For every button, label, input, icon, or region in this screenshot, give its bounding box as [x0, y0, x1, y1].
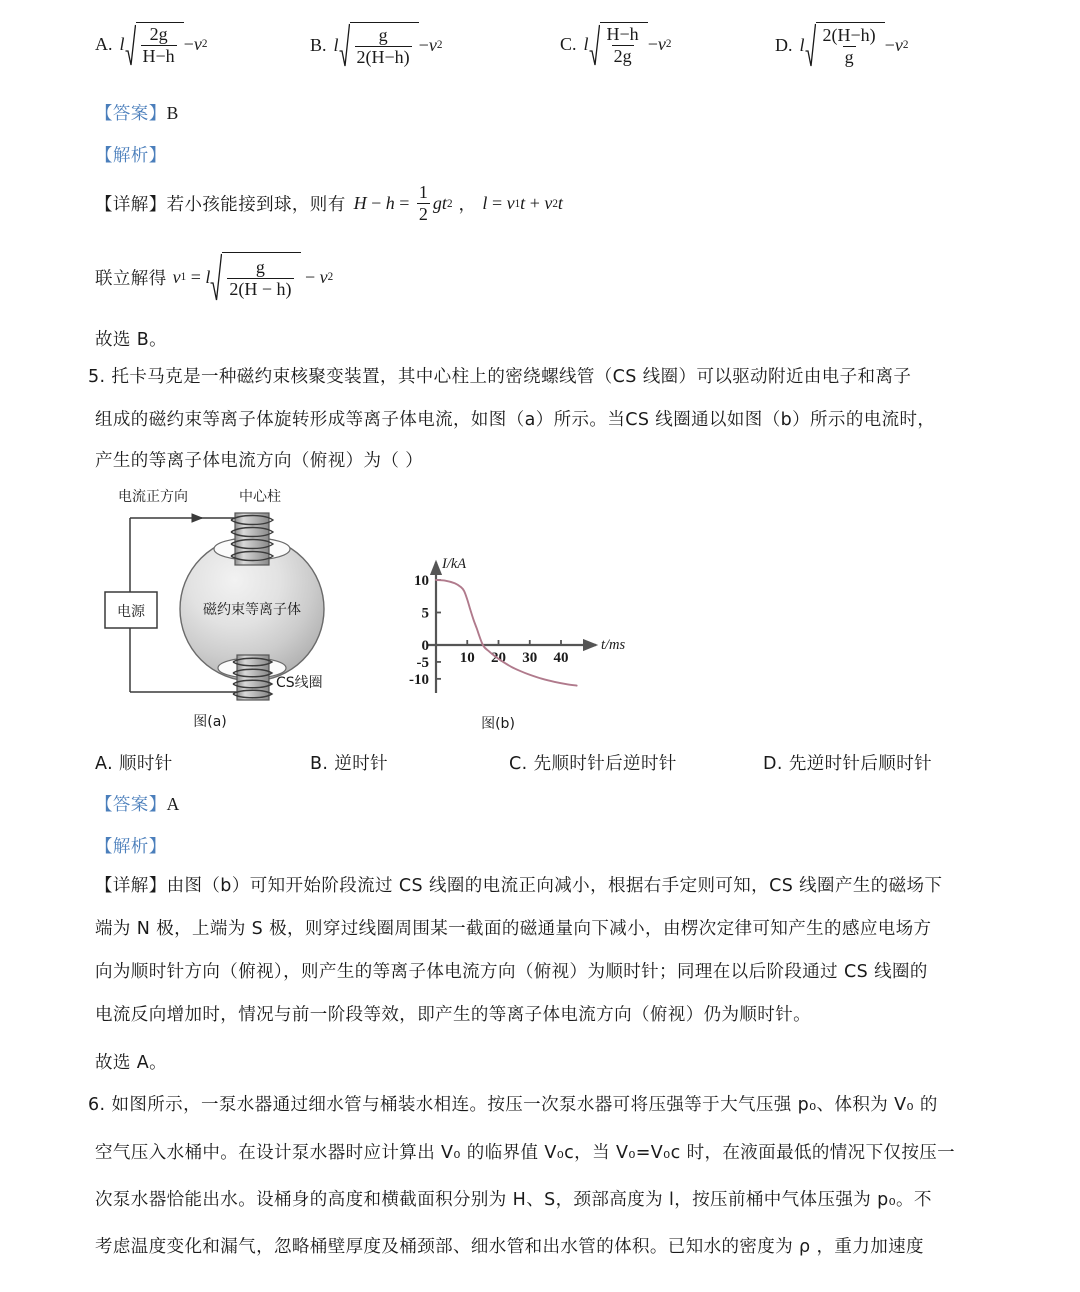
q5-option-b-label: B. — [310, 754, 329, 774]
q5-stem-line1 — [88, 369, 911, 387]
q5-detail-line2: 端为 N 极，上端为 S 极，则穿过线圈周围某一截面的磁通量向下减小，由楞次定律可知产生的感应电场方 — [95, 919, 932, 939]
chart-x-tick-label: 30 — [522, 650, 538, 666]
option-b-label: B. — [310, 34, 327, 55]
option-d-numerator: 2(H−h) — [822, 24, 876, 45]
answer-label: 【答案】 — [95, 104, 167, 124]
q4-answer-row — [95, 100, 179, 125]
q6-stem-line3: 次泵水器恰能出水。设桶身的高度和横截面积分别为 H、S，颈部高度为 l，按压前桶中气体压强为 p₀。不 — [95, 1190, 932, 1210]
option-a-label: A. — [95, 33, 113, 54]
cs-coil — [233, 655, 272, 700]
power-supply-label: 电源 — [117, 604, 145, 620]
q5-conclusion: 故选 A。 — [95, 1053, 168, 1073]
option-c[interactable] — [560, 22, 671, 67]
option-a-denominator: H−h — [142, 46, 175, 67]
cs-coil-label: CS线圈 — [276, 675, 323, 691]
detail-label: 【详解】 — [95, 195, 167, 216]
option-a-numerator: 2g — [149, 24, 168, 44]
q5-option-d-text: 先逆时针后顺时针 — [788, 754, 933, 774]
answer-value: B — [166, 103, 179, 123]
option-a[interactable] — [95, 22, 207, 67]
q4-conclusion: 故选 B。 — [95, 330, 168, 350]
option-c-denominator: 2g — [613, 46, 632, 67]
q5-option-c-text: 先顺时针后逆时针 — [533, 754, 677, 774]
q5-text-1: 托卡马克是一种磁约束核聚变装置，其中心柱上的密绕螺线管（CS 线圈）可以驱动附近由电子和离子 — [111, 367, 912, 387]
center-column-coil — [231, 513, 273, 565]
q4-equation-1: H − h = $\frac{1}{2}$ gt 2 — [353, 182, 453, 225]
option-d-denominator: g — [844, 47, 854, 67]
q6-number: 6. — [88, 1095, 106, 1115]
q5-stem-line2: 组成的磁约束等离子体旋转形成等离子体电流，如图（a）所示。当CS 线圈通以如图（b）所示的电流时， — [95, 410, 936, 430]
q5-stem-line3: 产生的等离子体电流方向（俯视）为（ ） — [95, 451, 424, 471]
equation-separator: ， — [458, 195, 477, 216]
chart-y-tick-label: 0 — [421, 638, 429, 654]
option-b-expression: l $\frac{g}{2(H-h)}$ − v 2 — [334, 22, 443, 68]
option-b-denominator: 2(H−h) — [356, 47, 410, 67]
q5-detail-line4: 电流反向增加时，情况与前一阶段等效，即产生的等离子体电流方向（俯视）仍为顺时针。 — [95, 1005, 811, 1025]
center-column-label: 中心柱 — [239, 489, 281, 505]
q5-option-a[interactable] — [95, 750, 173, 775]
chart-y-tick-label: 10 — [414, 573, 429, 589]
chart-x-tick-label: 40 — [553, 650, 569, 666]
q4-equation-3: v 1 = l $\frac{g}{2(H - h)}$ − v 2 — [173, 252, 334, 302]
plasma-label: 磁约束等离子体 — [203, 602, 301, 618]
chart-tick-group — [409, 573, 569, 688]
q5-detail-line3: 向为顺时针方向（俯视），则产生的等离子体电流方向（俯视）为顺时针；同理在以后阶段通过 CS 线圈的 — [95, 962, 928, 982]
q5-number: 5. — [88, 367, 106, 387]
figure-b-caption: 图(b) — [481, 716, 515, 732]
option-c-label: C. — [560, 33, 577, 54]
q4-detail-line1 — [95, 183, 563, 225]
q5-option-c-label: C. — [509, 754, 528, 774]
option-d[interactable] — [775, 22, 908, 68]
figure-b-current-chart — [398, 548, 633, 733]
line2-prefix: 联立解得 — [95, 268, 167, 289]
q4-equation-2: l = v 1 t + v 2 t — [482, 193, 563, 214]
option-d-label: D. — [775, 34, 793, 55]
option-c-expression: l $\frac{H-h}{2g}$ − v 2 — [583, 24, 672, 67]
chart-data-curve — [436, 580, 577, 686]
q5-option-a-label: A. — [95, 754, 114, 774]
q6-stem-line2: 空气压入水桶中。在设计泵水器时应计算出 V₀ 的临界值 V₀c，当 V₀=V₀c 时，在液面最低的情况下仅按压一 — [95, 1143, 956, 1163]
line2-denominator: 2(H − h) — [229, 279, 292, 299]
chart-x-tick-label: 20 — [491, 650, 506, 666]
q5-option-c[interactable] — [509, 750, 677, 775]
option-b-numerator: g — [378, 24, 388, 45]
q6-text-1: 如图所示，一泵水器通过细水管与桶装水相连。按压一次泵水器可将压强等于大气压强 p₀、体积为 V₀ 的 — [111, 1095, 938, 1115]
question4-options-row — [95, 14, 995, 74]
q5-option-a-text: 顺时针 — [119, 754, 173, 774]
option-d-expression: l $\frac{2(H-h)}{g}$ − v 2 — [800, 22, 909, 68]
current-direction-label: 电流正方向 — [118, 489, 188, 505]
q5-detail-line1 — [95, 878, 942, 896]
q5-option-d-label: D. — [763, 754, 783, 774]
q5-option-d[interactable] — [763, 750, 932, 775]
line2-numerator: g — [255, 256, 265, 277]
option-c-numerator: H−h — [606, 24, 639, 44]
q5-option-b[interactable] — [310, 750, 388, 775]
figure-a-tokamak — [100, 487, 390, 732]
chart-y-axis-label: I/kA — [442, 556, 467, 572]
option-b[interactable] — [310, 22, 442, 68]
q6-stem-line1 — [88, 1097, 938, 1115]
q5-answer-value: A — [166, 794, 180, 814]
q5-detail-label: 【详解】 — [95, 876, 167, 896]
chart-y-tick-label: -10 — [409, 671, 429, 688]
chart-x-tick-label: 10 — [459, 650, 475, 666]
chart-y-tick-label: 5 — [421, 605, 429, 622]
q6-stem-line4: 考虑温度变化和漏气，忽略桶壁厚度及桶颈部、细水管和出水管的体积。已知水的密度为 ρ ，重力加速度 — [95, 1237, 924, 1257]
detail-text: 若小孩能接到球，则有 — [166, 195, 346, 216]
q5-option-b-text: 逆时针 — [334, 754, 389, 774]
q5-analysis-label: 【解析】 — [95, 837, 167, 857]
q5-answer-row — [95, 791, 180, 816]
option-a-expression: l $\frac{2g}{H-h}$ − v 2 — [119, 24, 208, 67]
chart-y-tick-label: -5 — [416, 654, 429, 671]
q4-detail-line2 — [95, 252, 333, 302]
q5-detail-text-1: 由图（b）可知开始阶段流过 CS 线圈的电流正向减小，根据右手定则可知，CS 线圈产生的磁场下 — [166, 876, 943, 896]
figure-a-caption: 图(a) — [193, 714, 227, 730]
q4-analysis-label: 【解析】 — [95, 146, 167, 166]
q5-answer-label: 【答案】 — [95, 795, 167, 815]
chart-x-axis-label: t/ms — [601, 637, 626, 653]
